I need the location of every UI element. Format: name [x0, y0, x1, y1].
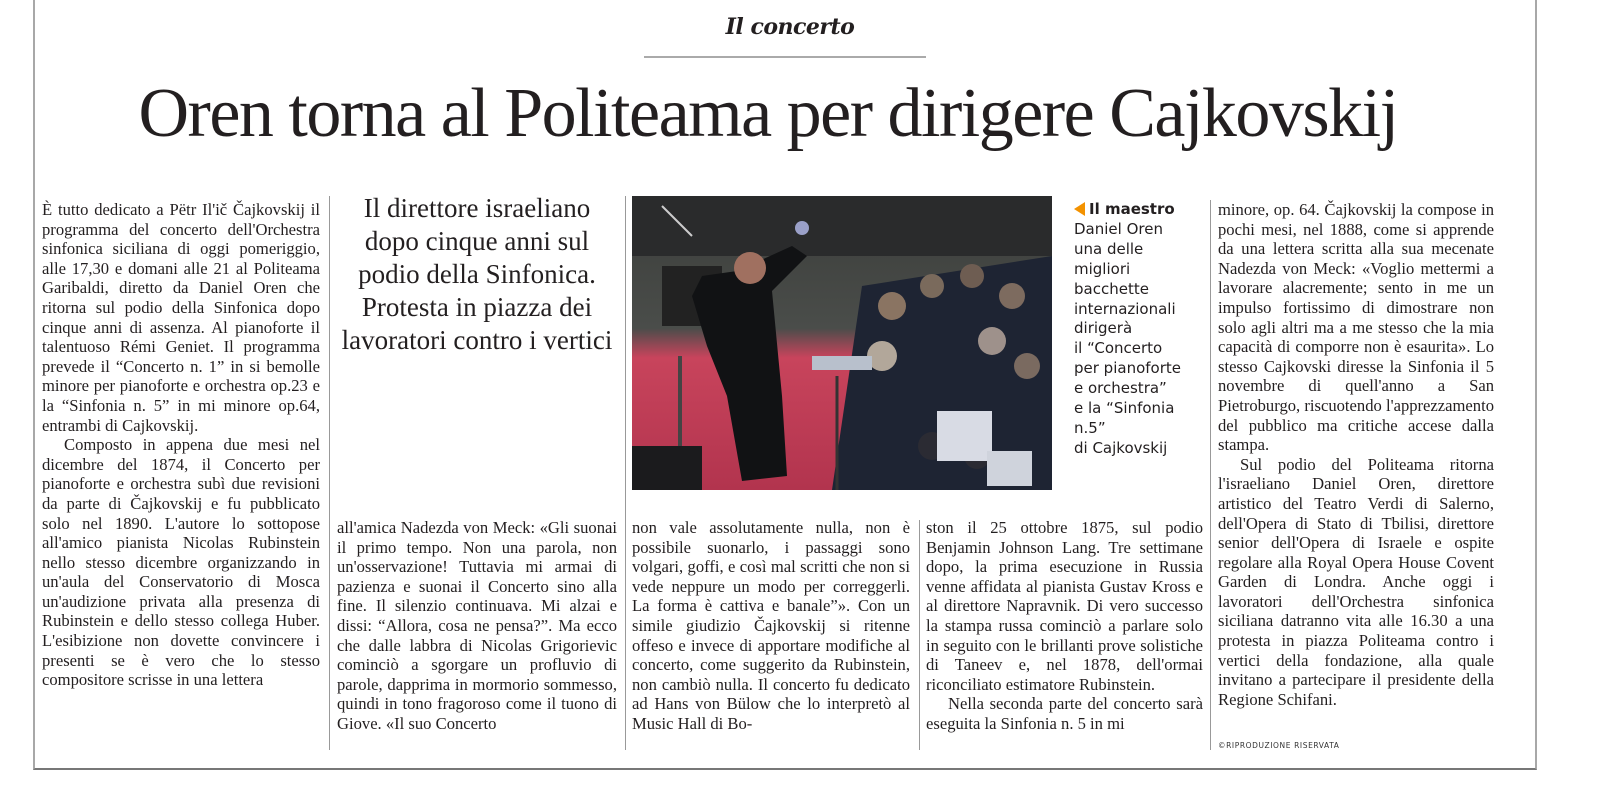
section-kicker: Il concerto [725, 14, 855, 40]
left-arrow-icon [1074, 202, 1085, 216]
caption-line: di Cajkovskij [1074, 438, 1168, 457]
article-column-4 [926, 518, 1203, 734]
column-divider [919, 520, 920, 750]
caption-line: una delle [1074, 239, 1144, 258]
caption-line: e la “Sinfonia [1074, 399, 1175, 418]
caption-line: bacchette [1074, 279, 1149, 298]
body-paragraph: Sul podio del Politeama ritorna l'israeliano Daniel Oren, direttore artistico del Teatro Verdi di Salerno, dell'Opera di Stato di Tbilisi, direttore senior dell'Opera di Israele e ospite regolare alla Royal Opera House Covent Garden di Londra. Anche oggi i lavoratori dell'Orchestra sinfonica siciliana datranno vita alle 16.30 a una protesta in piazza Politeama contro i vertici della fondazione, alla quale invitano a partecipare il presidente della Regione Schifani. [1218, 454, 1494, 709]
caption-line: per pianoforte [1074, 359, 1181, 378]
body-paragraph: Composto in appena due mesi nel dicembre del 1874, il Concerto per pianoforte e orchestra subì due revisioni da parte di Čajkovskij e fu pubblicato solo nel 1890. L'autore lo sottopose all'amico pianista Nicolas Rubinstein nello stesso dicembre organizzando in un'aula del Conservatorio di Mosca un'audizione privata alla presenza di Rubinstein e dello stesso collega Huber. L'esibizione non dovette convincere i presenti se è vero che lo stesso compositore scrisse in una lettera [42, 435, 320, 690]
caption-line: Daniel Oren [1074, 219, 1163, 238]
column-divider [625, 196, 626, 750]
caption-line: dirigerà [1074, 319, 1133, 338]
body-paragraph: minore, op. 64. Čajkovskij la compose in pochi mesi, nel 1888, come si apprende da una lettera scritta alla sua mecenate Nadezda von Meck: «Voglio mettermi a lavorare alacremente; sento in me un impulso fortissimo di dimostrare non solo agli altri ma a me stesso che la mia capacità di comporre non è esaurita». Lo stesso Cajkovski diresse la Sinfonia il 5 novembre di quell'anno a San Pietroburgo, riscuotendo l'apprezzamento del pubblico ma critiche accese dalla stampa. [1218, 200, 1494, 455]
article-headline: Oren torna al Politeama per dirigere Cajkovskij [138, 75, 1398, 152]
article-column-2 [337, 518, 617, 734]
caption-line: n.5” [1074, 418, 1106, 437]
column-divider [329, 196, 330, 750]
caption-line: il “Concerto [1074, 339, 1163, 358]
article-subhead: Il direttore israeliano dopo cinque anni sul podio della Sinfonica. Protesta in piazza dei lavoratori contro i vertici [341, 193, 613, 355]
body-paragraph: non vale assolutamente nulla, non è possibile suonarlo, i passaggi sono volgari, goffi, e così mal scritti che non si vede neppure un modo per correggerli. La forma è cattiva e banale”». Con un simile giudizio Čajkovskij si ritenne offeso e invece di apportare modifiche al concerto, come suggerito da Rubinstein, non cambiò nulla. Il concerto fu dedicato ad Hans von Bülow che lo interpretò al Music Hall di Bo- [632, 518, 910, 733]
article-column-3 [632, 518, 910, 734]
caption-line: migliori [1074, 259, 1131, 278]
caption-line: e orchestra” [1074, 379, 1167, 398]
photo-caption [1074, 200, 1214, 459]
article-column-5 [1218, 200, 1494, 709]
column-divider [1210, 200, 1211, 750]
conductor-photo [632, 196, 1052, 490]
article-column-1 [42, 200, 320, 690]
body-paragraph: Nella seconda parte del concerto sarà eseguita la Sinfonia n. 5 in mi [926, 694, 1203, 733]
copyright-notice: ©RIPRODUZIONE RISERVATA [1218, 741, 1340, 750]
body-paragraph: È tutto dedicato a Pëtr Il'ič Čajkovskij il programma del concerto dell'Orchestra sinfonica siciliana di oggi pomeriggio, alle 17,30 e domani alle 21 al Politeama Garibaldi, diretto da Daniel Oren che ritorna sul podio della Sinfonica dopo cinque anni di assenza. Al pianoforte il talentuoso Rémi Geniet. Il programma prevede il “Concerto n. 1” in si bemolle minore per pianoforte e orchestra op.23 e la “Sinfonia n. 5” in mi minore op.64, entrambi di Cajkovskij. [42, 200, 320, 435]
photo-image-icon [632, 196, 1052, 490]
body-paragraph: ston il 25 ottobre 1875, sul podio Benjamin Johnson Lang. Tre settimane dopo, la prima esecuzione in Russia venne affidata al pianista Gustav Kross e al direttore Napravnik. Di vero successo la stampa russa cominciò a parlare solo in seguito con le brillanti prove solistiche di Taneev e, nel 1878, dell'ormai riconciliato estimatore Rubinstein. [926, 518, 1203, 694]
body-paragraph: all'amica Nadezda von Meck: «Gli suonai il primo tempo. Non una parola, non un'osservazione! Tuttavia mi armai di pazienza e suonai il Concerto sino alla fine. Il silenzio continuava. Mi alzai e dissi: “Allora, cosa ne pensa?”. Ma ecco che dalle labbra di Nicolas Grigorievic cominciò a sgorgare un profluvio di parole, dapprima in mormorio sommesso, quindi in tono fragoroso come il tuono di Giove. «Il suo Concerto [337, 518, 617, 733]
kicker-divider [644, 56, 926, 58]
caption-title: Il maestro [1089, 200, 1175, 218]
caption-line: internazionali [1074, 299, 1176, 318]
